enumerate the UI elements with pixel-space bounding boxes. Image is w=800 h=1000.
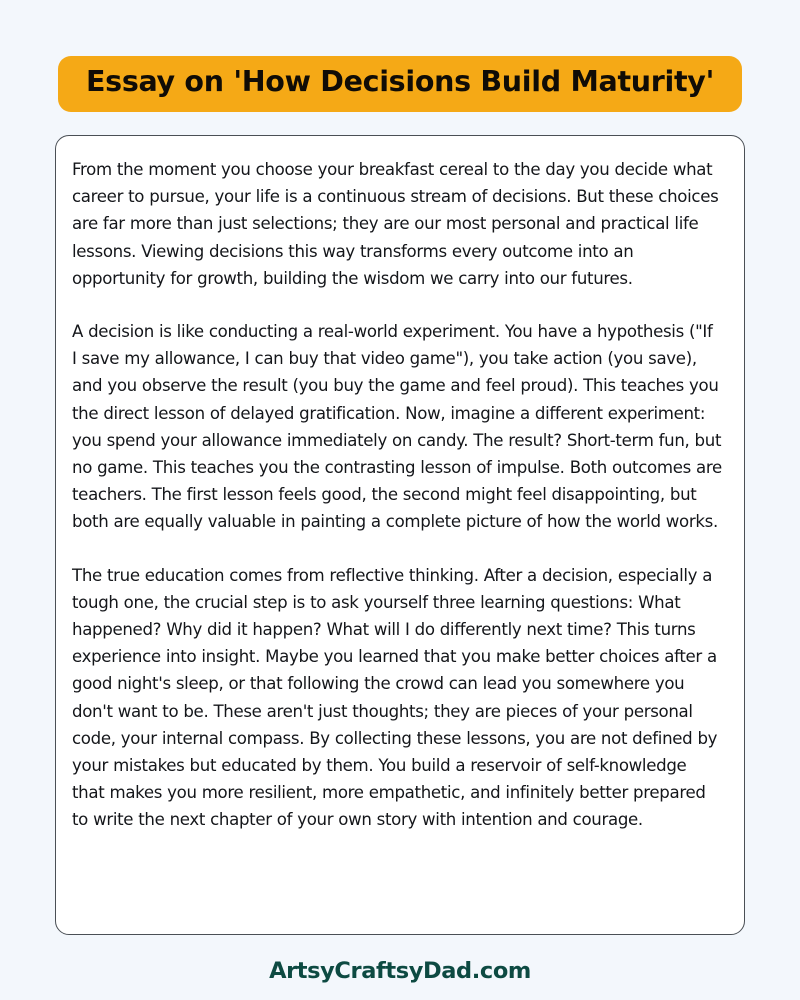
- essay-title-badge: [58, 56, 742, 112]
- essay-card: [55, 135, 745, 935]
- page-title: Essay on 'How Decisions Build Maturity': [85, 65, 715, 99]
- essay-paragraph-3: The true education comes from reflective thinking. After a decision, especially a tough one, the crucial step is to ask yourself three learning questions: What happened? Why did it happen? What will I do differently next time? This turns experience into insight. Maybe you learned that you make better choices after a good night's sleep, or that following the crowd can lead you somewhere you don't want to be. These aren't just thoughts; they are pieces of your personal code, your internal compass. By collecting these lessons, you are not defined by your mistakes but educated by them. You build a reservoir of self-knowledge that makes you more resilient, more empathetic, and infinitely better prepared to write the next chapter of your own story with intention and courage.: [72, 565, 718, 830]
- site-footer: [0, 958, 800, 984]
- essay-paragraph-2: A decision is like conducting a real-world experiment. You have a hypothesis ("If I save my allowance, I can buy that video game"), you take action (you save), and you observe the result (you buy the game and feel proud). This teaches you the direct lesson of delayed gratification. Now, imagine a different experiment: you spend your allowance immediately on candy. The result? Short-term fun, but no game. This teaches you the contrasting lesson of impulse. Both outcomes are teachers. The first lesson feels good, the second might feel disappointing, but both are equally valuable in painting a complete picture of how the world works.: [72, 322, 722, 532]
- site-footer-brand: ArtsyCraftsyDad.com: [269, 958, 531, 984]
- essay-paragraph-1: From the moment you choose your breakfast cereal to the day you decide what career to pursue, your life is a continuous stream of decisions. But these choices are far more than just selections; they are our most personal and practical life lessons. Viewing decisions this way transforms every outcome into an opportunity for growth, building the wisdom we carry into our futures.: [72, 160, 719, 288]
- essay-body: [72, 156, 722, 834]
